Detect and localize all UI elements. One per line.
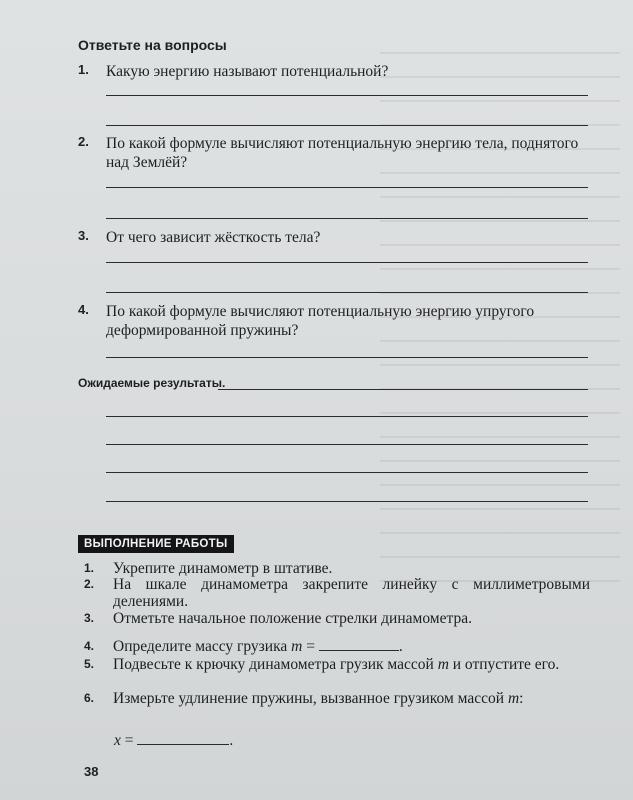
question-text: По какой формуле вычисляют потенциальную энергию тела, поднятого над Землёй?: [106, 135, 579, 171]
step-text: Укрепите динамометр в штативе.: [113, 560, 333, 577]
mass-variable: m: [507, 690, 520, 707]
answer-line[interactable]: [106, 501, 588, 502]
step-number: 5.: [84, 657, 95, 671]
page-heading: Ответьте на вопросы: [78, 37, 227, 53]
answer-line[interactable]: [106, 292, 588, 293]
answer-line[interactable]: [218, 389, 588, 390]
expected-results-label: Ожидаемые результаты.: [78, 376, 226, 390]
question-number: 3.: [78, 228, 89, 243]
answer-line[interactable]: [106, 357, 588, 358]
step-number: 2.: [84, 577, 95, 591]
question-text: По какой формуле вычисляют потенциальную энергию упругого деформированной пружины?: [106, 303, 535, 339]
step-1: [78, 560, 590, 577]
step-number: 6.: [84, 691, 95, 705]
answer-line[interactable]: [106, 416, 588, 417]
step-number: 4.: [84, 639, 95, 653]
elongation-entry: [114, 732, 233, 750]
section-title-badge: ВЫПОЛНЕНИЕ РАБОТЫ: [78, 535, 234, 553]
answer-line[interactable]: [106, 444, 588, 445]
step-end-punct: :: [519, 690, 524, 707]
step-text: Отметьте начальное положение стрелки динамометра.: [113, 610, 472, 627]
question-text: Какую энергию называют потенциальной?: [106, 63, 389, 80]
mass-variable: m: [437, 656, 449, 673]
equals-sign: =: [120, 732, 134, 749]
step-text-part: Измерьте удлинение пружины, вызванное грузиком массой: [113, 690, 505, 707]
question-3: [78, 228, 590, 247]
question-number: 4.: [78, 302, 89, 317]
step-text: [113, 690, 590, 707]
elongation-blank[interactable]: [137, 732, 229, 745]
answer-line[interactable]: [106, 125, 588, 126]
question-text: От чего зависит жёсткость тела?: [106, 229, 321, 246]
question-1: [78, 62, 590, 81]
step-2: [78, 576, 590, 610]
mass-variable: m: [291, 638, 303, 655]
step-number: 3.: [84, 611, 95, 625]
question-number: 2.: [78, 134, 89, 149]
answer-line[interactable]: [106, 472, 588, 473]
step-5: [78, 656, 590, 673]
question-number: 1.: [78, 62, 89, 77]
step-text: [113, 638, 590, 655]
step-6: [78, 690, 590, 707]
step-4: [78, 638, 590, 655]
step-text-part: Подвесьте к крючку динамометра грузик массой: [113, 656, 434, 673]
answer-line[interactable]: [106, 187, 588, 188]
answer-line[interactable]: [106, 95, 588, 96]
entry-end-punct: .: [229, 732, 234, 749]
step-text: [113, 656, 590, 673]
step-text: На шкале динамометра закрепите линейку с миллиметровыми делениями.: [113, 576, 590, 610]
question-4: [78, 302, 590, 340]
equals-sign: =: [302, 638, 315, 655]
answer-line[interactable]: [106, 262, 588, 263]
page-number: 38: [84, 764, 99, 779]
step-end-punct: .: [398, 638, 403, 655]
step-text-part: и отпустите его.: [452, 656, 560, 673]
answer-line[interactable]: [106, 218, 588, 219]
step-3: [78, 610, 590, 627]
step-text-part: Определите массу грузика: [113, 638, 288, 655]
question-2: [78, 134, 590, 172]
elongation-variable: x: [114, 732, 121, 749]
step-number: 1.: [84, 561, 95, 575]
mass-blank[interactable]: [319, 638, 399, 651]
